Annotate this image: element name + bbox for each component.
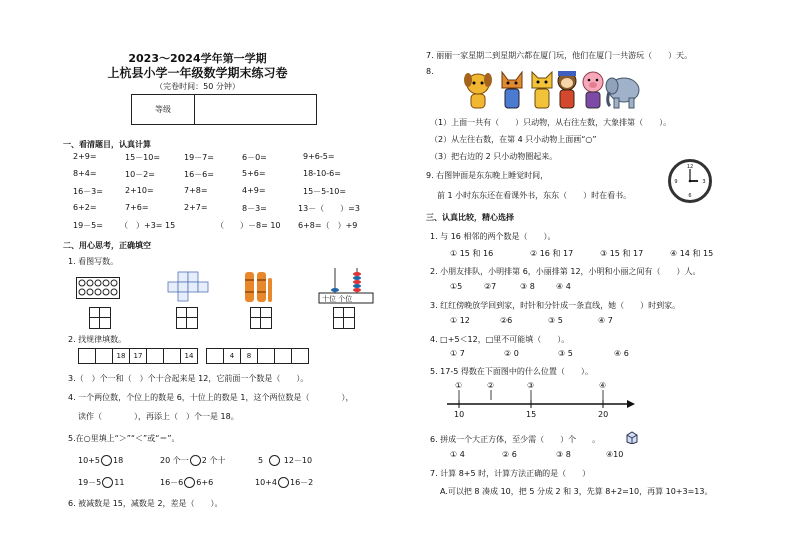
calc-item: 2+10= <box>125 186 154 195</box>
calc-item: 16－6= <box>184 170 214 179</box>
q9-text-b: 前 1 小时东东还在看课外书，东东（ ）时在看书。 <box>437 191 632 200</box>
abacus-label: 十位 个位 <box>322 295 353 303</box>
fox-icon <box>497 70 527 110</box>
choice-option[interactable]: ① 7 <box>450 349 465 358</box>
calc-item: 10－2= <box>125 170 155 179</box>
number-cell[interactable]: 4 <box>223 348 241 364</box>
choice-option[interactable]: ④ 14 和 15 <box>670 249 714 258</box>
compare-left: 5 <box>258 456 264 465</box>
choice-option[interactable]: A.可以把 8 凑成 10，把 5 分成 2 和 3，先算 8+2=10，再算 10+3=13。 <box>440 487 713 496</box>
calc-item: 7+6= <box>125 203 149 212</box>
number-cell[interactable]: 8 <box>240 348 258 364</box>
choice-option[interactable]: ① 15 和 16 <box>450 249 494 258</box>
compare-circle[interactable] <box>102 477 113 488</box>
choice-option[interactable]: ② 0 <box>504 349 519 358</box>
answer-grid[interactable] <box>176 307 198 329</box>
compare-item <box>78 477 124 488</box>
number-cell[interactable]: 17 <box>129 348 147 364</box>
choice-option[interactable]: ② 6 <box>502 450 517 459</box>
time-info: （完卷时间：50 分钟） <box>155 82 240 91</box>
number-cell[interactable] <box>95 348 113 364</box>
calc-item: 15－10= <box>125 153 161 162</box>
calc-item: 6+8=（ ）+9 <box>298 221 358 230</box>
cube-icon <box>625 430 639 444</box>
compare-circle[interactable] <box>190 455 201 466</box>
choice-option[interactable]: ④ 4 <box>556 282 571 291</box>
choice-option[interactable]: ④ 7 <box>598 316 613 325</box>
choice-option[interactable]: ②6 <box>500 316 513 325</box>
q4-text-b: 读作（ ），再添上（ ）个一是 18。 <box>78 412 239 421</box>
calc-item: 9+6-5= <box>303 152 335 161</box>
number-cell[interactable] <box>291 348 309 364</box>
svg-text:6: 6 <box>688 193 692 199</box>
compare-item <box>255 477 313 488</box>
compare-left: 10+4 <box>255 478 277 487</box>
compare-left: 19－5 <box>78 478 102 487</box>
clock-icon <box>668 159 712 203</box>
choice1-text: 1. 与 16 相邻的两个数是（ ）。 <box>430 232 556 241</box>
cubes-image <box>164 270 210 302</box>
calc-item: 2+9= <box>73 152 97 161</box>
q2-text: 2. 找规律填数。 <box>68 335 127 344</box>
calc-item: 8+4= <box>73 169 97 178</box>
cupcake-tray-image <box>76 277 120 299</box>
compare-circle[interactable] <box>278 477 289 488</box>
choice5-text: 5. 17-5 得数在下面图中的什么位置（ ）。 <box>430 367 593 376</box>
number-cell[interactable]: 18 <box>112 348 130 364</box>
number-cell[interactable] <box>206 348 224 364</box>
tick-label: 10 <box>454 410 465 419</box>
compare-right: 6+6 <box>196 478 214 487</box>
choice-option[interactable]: ② 16 和 17 <box>530 249 574 258</box>
choice4-text: 4. □+5＜12，□里不可能填（ ）。 <box>430 335 570 344</box>
q6-text: 6. 被减数是 15，减数是 2，差是（ ）。 <box>68 499 223 508</box>
compare-right: 2 个十 <box>201 456 226 465</box>
dog-icon <box>463 70 493 110</box>
choice3-text: 3. 红红傍晚放学回到家，时针和分针成一条直线，她（ ）时到家。 <box>430 301 681 310</box>
q8-sub1 <box>430 117 671 128</box>
answer-grid[interactable] <box>250 307 272 329</box>
number-cell[interactable] <box>274 348 292 364</box>
compare-circle[interactable] <box>184 477 195 488</box>
compare-circle[interactable] <box>269 455 280 466</box>
calc-item: 7+8= <box>184 186 208 195</box>
calc-item: 13－（ ）=3 <box>298 204 360 213</box>
compare-right: 11 <box>114 478 125 487</box>
grade-field[interactable] <box>195 95 317 125</box>
tick-label: 20 <box>598 410 609 419</box>
number-cell[interactable] <box>78 348 96 364</box>
q3-text: 3.（ ）个一和（ ）个十合起来是 12，它前面一个数是（ ）。 <box>68 374 309 383</box>
calc-item: 6+2= <box>73 203 97 212</box>
compare-item <box>160 477 213 488</box>
compare-left: 16－6 <box>160 478 184 487</box>
compare-item <box>78 455 123 466</box>
section2-title: 二、用心思考，正确填空 <box>63 241 151 250</box>
q8-label: 8. <box>426 67 434 76</box>
q7-text: 7. 丽丽一家星期二到星期六都在厦门玩，他们在厦门一共游玩（ ）天。 <box>426 51 693 60</box>
tick-label: 15 <box>526 410 537 419</box>
q8-sub1-text: 上面一共有（ ）只动物，从右往左数，大象排第（ ）。 <box>451 118 672 127</box>
calc-item: 5+6= <box>242 169 266 178</box>
compare-item <box>258 455 312 466</box>
calc-item: 4+9= <box>242 186 266 195</box>
position-mark[interactable]: ③ <box>527 381 535 390</box>
compare-left: 20 个一 <box>160 456 189 465</box>
calc-item: 2+7= <box>184 203 208 212</box>
pattern-number-row <box>79 348 309 364</box>
title-year: 2023～2024学年第一学期 <box>128 52 267 65</box>
compare-circle[interactable] <box>101 455 112 466</box>
compare-item <box>160 455 225 466</box>
answer-grid[interactable] <box>333 307 355 329</box>
choice-option[interactable]: ③ 5 <box>548 316 563 325</box>
q4-text-a: 4. 一个两位数，个位上的数是 6，十位上的数是 1，这个两位数是（ ）， <box>68 393 354 402</box>
calc-item: 16－3= <box>73 187 103 196</box>
elephant-icon <box>604 70 642 110</box>
q5-text: 5.在○里填上“＞”“＜”或“＝”。 <box>68 434 180 443</box>
choice-option[interactable]: ②7 <box>484 282 497 291</box>
answer-grid[interactable] <box>89 307 111 329</box>
compare-right: 18 <box>112 456 124 465</box>
calc-item: 6－0= <box>242 153 267 162</box>
position-mark[interactable]: ④ <box>599 381 607 390</box>
choice-option[interactable]: ① 4 <box>450 450 465 459</box>
svg-text:12: 12 <box>686 164 694 170</box>
choice6-text: 6. 拼成一个大正方体，至少需（ ）个 。 <box>430 435 601 444</box>
calc-item: （ ）+3= 15 <box>120 221 176 230</box>
q8-sub1-prefix: （1） <box>430 118 452 127</box>
choice-option[interactable]: ④ 6 <box>614 349 629 358</box>
position-mark[interactable]: ① <box>455 381 463 390</box>
choice-option[interactable]: ③ 8 <box>520 282 535 291</box>
compare-left: 10+5 <box>78 456 100 465</box>
number-cell[interactable]: 14 <box>180 348 198 364</box>
calc-item: （ ）－8= 10 <box>216 221 281 230</box>
compare-right: 12－10 <box>283 456 313 465</box>
calc-item: 19－7= <box>184 153 214 162</box>
number-cell[interactable] <box>163 348 181 364</box>
stick-bundles-image <box>243 270 275 304</box>
section3-title: 三、认真比较，精心选择 <box>426 213 514 222</box>
choice-option[interactable]: ④10 <box>606 450 624 459</box>
calc-item: 8－3= <box>242 204 267 213</box>
q8-sub2: （2）从左往右数，在第 4 只小动物上面画“○” <box>430 135 597 144</box>
svg-text:3: 3 <box>702 179 706 185</box>
section1-title: 一、看清题目，认真计算 <box>63 140 151 149</box>
choice-option[interactable]: ③ 15 和 17 <box>600 249 644 258</box>
grade-label: 等级 <box>132 95 195 125</box>
choice7-text: 7. 计算 8+5 时，计算方法正确的是（ ） <box>430 469 591 478</box>
choice-option[interactable]: ③ 8 <box>556 450 571 459</box>
choice-option[interactable]: ① 12 <box>450 316 470 325</box>
calc-item: 15－5-10= <box>303 187 347 196</box>
svg-text:9: 9 <box>674 179 678 185</box>
compare-right: 16－2 <box>289 478 314 487</box>
q9-text-a: 9. 右图钟面是东东晚上睡觉时间， <box>426 171 549 180</box>
grade-table <box>131 94 317 125</box>
position-mark[interactable]: ② <box>487 381 495 390</box>
q1-text: 1. 看图写数。 <box>68 257 119 266</box>
calc-item: 18-10-6= <box>303 169 341 178</box>
choice-option[interactable]: ①5 <box>450 282 463 291</box>
q8-sub3: （3）把右边的 2 只小动物圈起来。 <box>430 152 558 161</box>
choice-option[interactable]: ③ 5 <box>558 349 573 358</box>
calc-item: 19－5= <box>73 221 103 230</box>
choice2-text: 2. 小朋友排队，小明排第 6，小丽排第 12，小明和小丽之间有（ ）人。 <box>430 267 701 276</box>
page-title: 上杭县小学一年级数学期末练习卷 <box>107 66 288 80</box>
number-cell[interactable] <box>257 348 275 364</box>
number-cell[interactable] <box>146 348 164 364</box>
